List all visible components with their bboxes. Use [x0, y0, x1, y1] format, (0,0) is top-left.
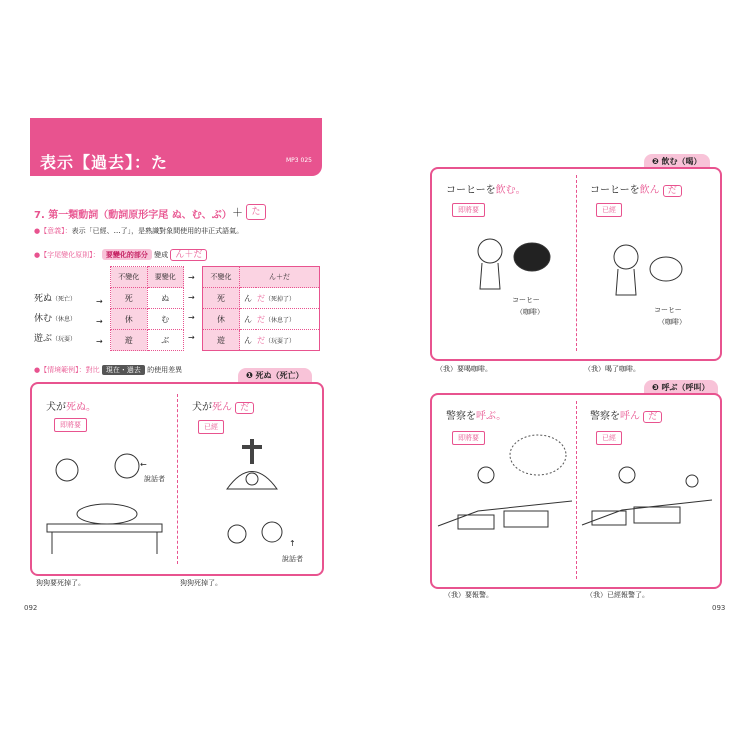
coffee-label: コーヒー [654, 306, 682, 314]
da-text: だ [257, 335, 265, 345]
sentence-verb: 死ぬ。 [66, 402, 96, 413]
panel2-right-sentence [590, 181, 682, 196]
verb-row [34, 311, 76, 324]
panel-divider [576, 401, 577, 579]
panel3-right-sentence [590, 407, 662, 422]
sentence-part: コーヒーを [590, 185, 640, 196]
speaker-label: 說話者 [144, 475, 165, 483]
caption: （我）已經報警了。 [586, 591, 649, 599]
conjugation-table-left [110, 266, 184, 351]
sentence-part: 犬が [46, 402, 66, 413]
speaker-label: 說話者 [282, 555, 303, 563]
sentence-verb: 死ん [212, 402, 232, 413]
section-title: 7. 第一類動詞（動詞原形字尾 ぬ、む、ぶ） [34, 210, 232, 221]
caption: （我）要報警。 [444, 591, 493, 599]
plus-sign: ＋ [232, 206, 243, 219]
panel2-left-sentence [446, 181, 526, 196]
panel1-right-sentence [192, 398, 254, 413]
panel2 [430, 167, 722, 361]
coffee-gloss: （咖啡） [516, 308, 544, 316]
verb-text: 遊ぶ [34, 334, 53, 344]
verb-gloss: （玩耍） [52, 336, 77, 343]
rule-line [34, 247, 207, 260]
page-number: 093 [712, 604, 726, 612]
arrow-left-icon: ← [140, 460, 147, 469]
badge: 即將要 [452, 203, 485, 217]
da-text: だ [257, 314, 265, 324]
badge: 已經 [198, 420, 224, 434]
caption: 狗狗死掉了。 [180, 579, 222, 587]
sentence-suffix: だ [235, 402, 254, 414]
meaning-text: （休息了） [265, 316, 296, 324]
sentence-part: 犬が [192, 402, 212, 413]
badge: 即將要 [452, 431, 485, 445]
verb-text: 死ぬ [34, 294, 53, 304]
girl-with-coffee-illustration [462, 229, 562, 299]
caption: 狗狗要死掉了。 [36, 579, 85, 587]
verb-row [34, 331, 76, 344]
arrow-icon: → → → → [188, 273, 195, 342]
suffix-box: た [246, 204, 266, 220]
stem-cell: 遊 [111, 330, 148, 351]
da-text: だ [257, 293, 265, 303]
panel3-left-sentence [446, 407, 506, 422]
dying-dog-illustration [42, 444, 172, 554]
panel-divider [177, 394, 178, 564]
scenario-chip: 現在・過去 [102, 365, 145, 375]
rule-label: ●【字尾變化原則】： [34, 251, 100, 259]
sentence-verb: 飲ん [639, 185, 660, 196]
stem-cell: 休 [111, 309, 148, 330]
sentence-suffix: だ [663, 185, 682, 197]
arrow-icon: → → → [96, 297, 103, 346]
n-cell: ん [240, 309, 257, 330]
header-n-da: ん＋だ [240, 267, 320, 288]
panel2-tab: ❷ 飲む（喝） [644, 154, 710, 169]
meaning-text: （玩耍了） [265, 337, 296, 345]
stem-cell: 死 [203, 288, 240, 309]
audio-code: MP3 025 [286, 157, 312, 164]
sentence-part: コーヒーを [446, 185, 496, 196]
panel1-left-sentence [46, 398, 96, 413]
police-arriving-illustration [582, 445, 712, 545]
meaning-line [34, 226, 243, 236]
coffee-gloss: （咖啡） [658, 318, 686, 326]
ending-cell: む [147, 309, 184, 330]
sentence-verb: 呼ん [620, 411, 640, 422]
verb-row [34, 291, 76, 304]
arrow-up-icon: ↑ [289, 539, 296, 548]
conjugation-table-area [34, 266, 324, 356]
sentence-part: 警察を [446, 411, 476, 422]
ending-cell: ぶ [147, 330, 184, 351]
stem-cell: 死 [111, 288, 148, 309]
girl-with-empty-cup-illustration [604, 235, 704, 305]
rule-chip: 要變化的部分 [102, 249, 152, 260]
rule-result: ん＋だ [170, 249, 207, 261]
sentence-part: 警察を [590, 411, 620, 422]
verb-text: 休む [34, 314, 53, 324]
meaning-text: （死掉了） [265, 295, 296, 303]
banner-title: 表示【過去】：た [40, 153, 169, 172]
sentence-verb: 飲む。 [495, 185, 526, 196]
panel1 [30, 382, 324, 576]
verb-gloss: （休息） [52, 316, 77, 323]
panel-divider [576, 175, 577, 351]
header-unchanged: 不變化 [111, 267, 148, 288]
n-cell: ん [240, 288, 257, 309]
meaning-text: 表示「已經、…了」，是熟識對象間使用的非正式語氣。 [71, 227, 244, 235]
scenario-suffix: 的使用差異 [147, 366, 183, 374]
sentence-suffix: だ [643, 411, 662, 423]
header-changed: 要變化 [147, 267, 184, 288]
caption: （我）要喝咖啡。 [436, 365, 492, 373]
meaning-label: ●【意義】： [34, 227, 72, 235]
panel3 [430, 393, 722, 589]
calling-police-illustration [438, 431, 572, 541]
panel3-tab: ❸ 呼ぶ（呼叫） [644, 380, 718, 395]
scenario-label: ●【情境範例】：對比 [34, 366, 100, 374]
conjugation-table-right [202, 266, 320, 351]
coffee-label: コーヒー [512, 296, 540, 304]
verb-gloss: （死亡） [52, 296, 77, 303]
rule-arrow: 變成 [154, 251, 169, 259]
ending-cell: ぬ [147, 288, 184, 309]
stem-cell: 遊 [203, 330, 240, 351]
scenario-line [34, 365, 182, 375]
sentence-verb: 呼ぶ。 [476, 411, 507, 422]
badge: 已經 [596, 203, 622, 217]
caption: （我）喝了咖啡。 [584, 365, 640, 373]
header-unchanged-2: 不變化 [203, 267, 240, 288]
n-cell: ん [240, 330, 257, 351]
panel1-tab: ❶ 死ぬ（死亡） [238, 368, 312, 383]
badge: 即將要 [54, 418, 87, 432]
badge: 已經 [596, 431, 622, 445]
stem-cell: 休 [203, 309, 240, 330]
page-number: 092 [24, 604, 38, 612]
